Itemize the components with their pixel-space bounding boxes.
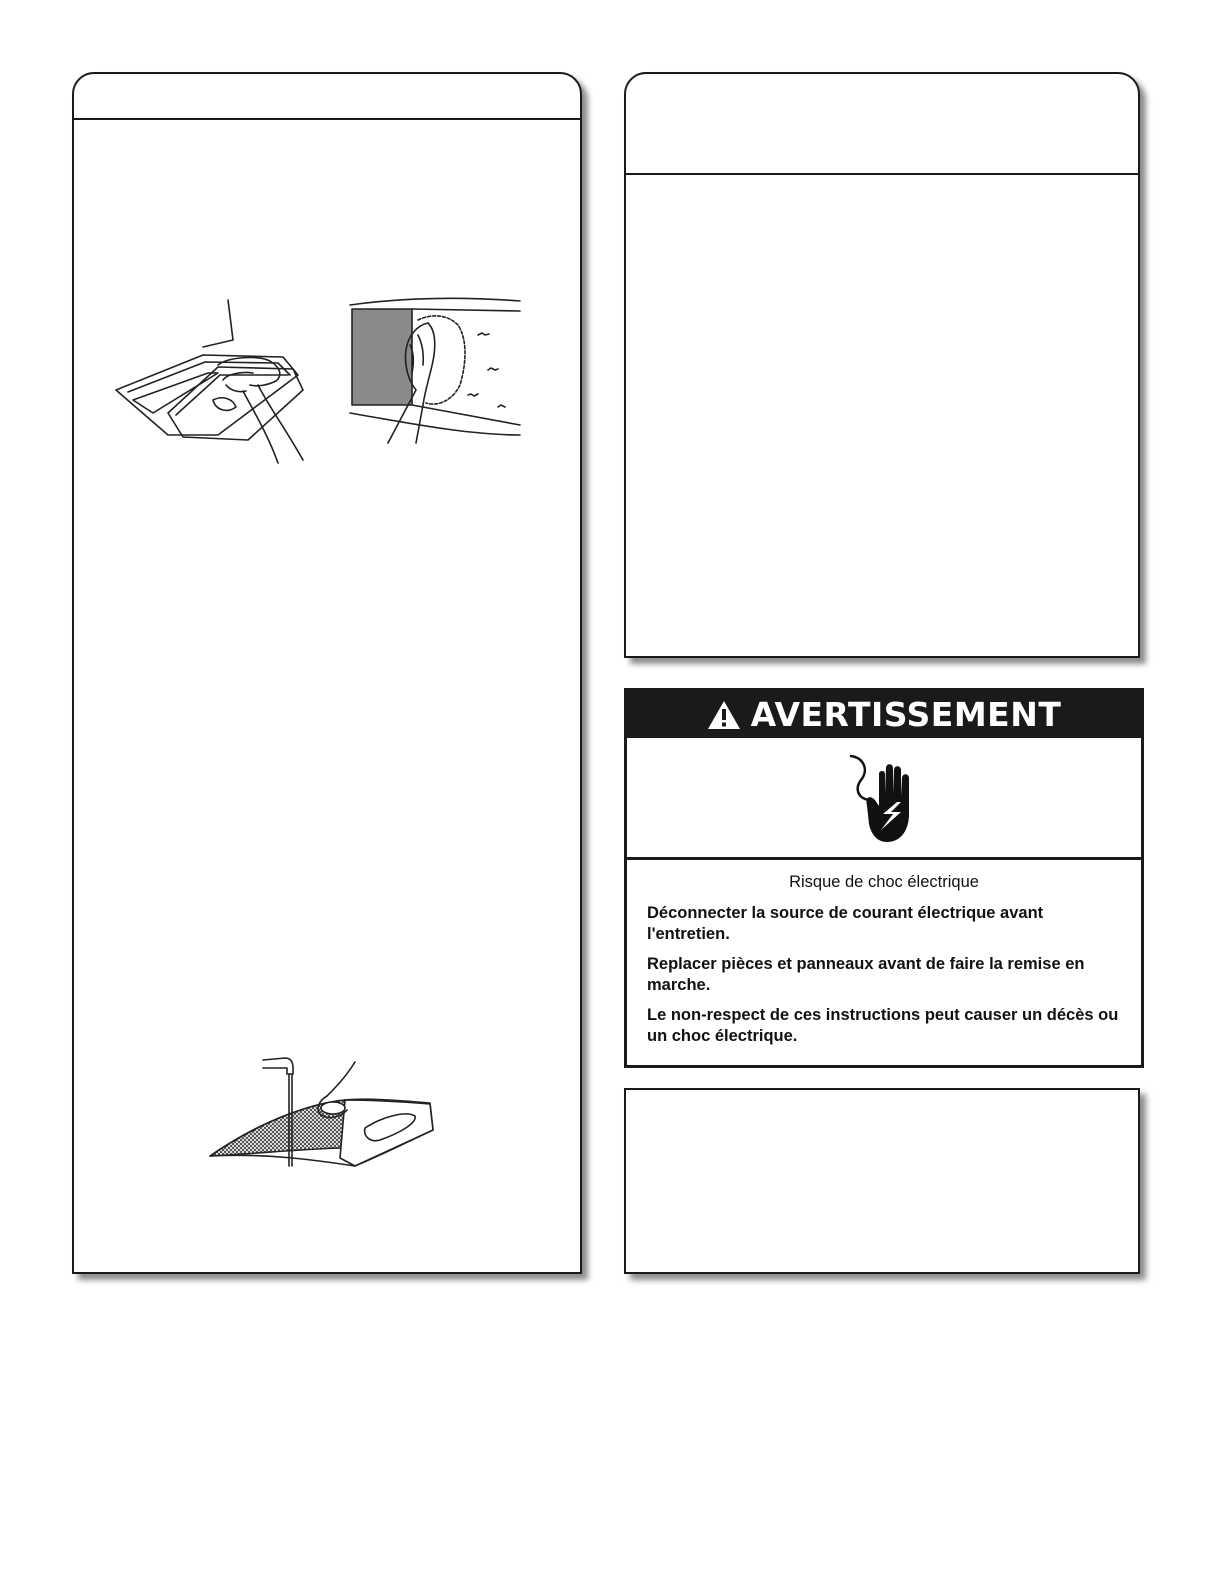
warning-line-replace-parts: Replacer pièces et panneaux avant de faire la remise en marche.	[647, 955, 1085, 994]
wiping-lint-illustration	[348, 295, 523, 445]
warning-text-area	[627, 860, 1141, 1047]
warning-line-consequence: Le non-respect de ces instructions peut causer un décès ou un choc électrique.	[647, 1006, 1119, 1045]
electric-shock-warning-box	[624, 688, 1144, 1068]
right-panel-header	[626, 74, 1138, 175]
warning-line-disconnect: Déconnecter la source de courant électrique avant l'entretien.	[647, 904, 1044, 943]
warning-subtitle: Risque de choc électrique	[789, 873, 979, 891]
right-bottom-instruction-panel	[624, 1088, 1140, 1274]
lint-screen-removal-illustration	[108, 295, 323, 465]
left-panel-header	[74, 74, 580, 120]
warning-triangle-icon	[707, 700, 741, 730]
right-top-instruction-panel	[624, 72, 1140, 658]
electric-shock-hand-icon	[839, 748, 929, 848]
warning-header	[627, 691, 1141, 738]
rinsing-lint-screen-illustration	[205, 1048, 445, 1168]
warning-title: AVERTISSEMENT	[750, 695, 1062, 734]
warning-hazard-symbol-area	[627, 738, 1141, 860]
